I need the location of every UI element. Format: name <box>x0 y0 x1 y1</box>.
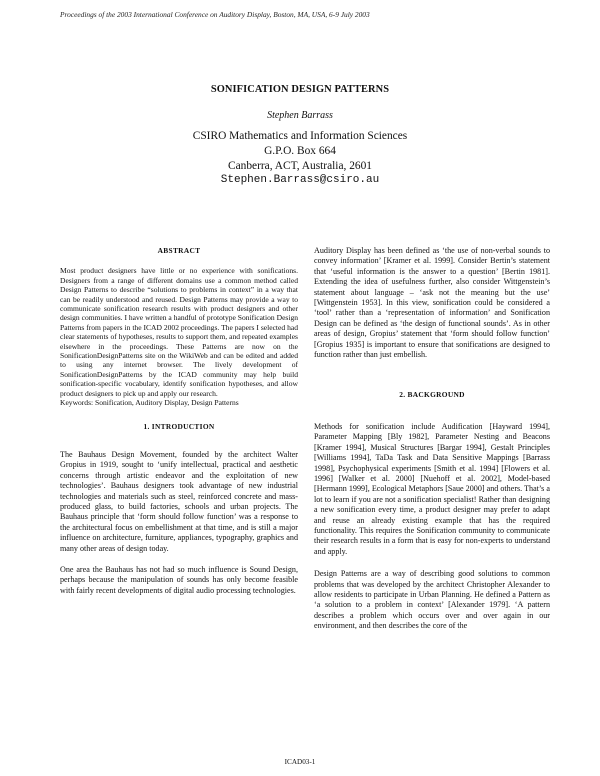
affiliation-box: G.P.O. Box 664 <box>264 144 336 157</box>
background-heading: 2. BACKGROUND <box>399 390 465 400</box>
left-column <box>60 246 298 596</box>
author-email[interactable]: Stephen.Barrass@csiro.au <box>220 174 380 187</box>
introduction-heading: 1. INTRODUCTION <box>143 421 215 431</box>
background-paragraph-1: Methods for sonification include Audification [Hayward 1994], Parameter Mapping [Bly 1982], Parameter Nesting and Beacons [Kramer 1994], Musical Structures [Bargar 1994], Gestalt Principles [Williams 1994], TaDa Task and Data Sensitive Mappings [Barrass 1998], Psychophysical experiments [Smith et al. 1994] [Flowers et al. 1996] [Walker et al. 2000] [Nuehoff et al. 2002], Model-based [Hermann 1999], Ecological Metaphors [Saue 2000] and others. That’s a lot to learn if you are not a sonification specialist! Rather than designing a new sonification every time, a product designer may prefer to adapt and reuse an already existing example that has the required functionality. This requires the Sonification community to communicate their research results in a form that is easy for non-experts to understand and apply. <box>314 421 550 556</box>
paper-title: SONIFICATION DESIGN PATTERNS <box>210 84 390 95</box>
intro-paragraph-2: One area the Bauhaus has not had so much influence is Sound Design, perhaps because the manipulation of sounds has only become feasible with fairly recent developments of digital audio processing technologies. <box>60 564 298 595</box>
affiliation-org: CSIRO Mathematics and Information Sciences <box>192 130 408 142</box>
background-paragraph-2: Design Patterns are a way of describing good solutions to common problems that was developed by the architect Christopher Alexander to allow residents to participate in Urban Planning. He defined a Pattern as ‘a solution to a problem in context’ [Alexander 1979]. ‘A pattern describes a problem which occurs over and over again in our environment, and then describes the core of the <box>314 569 550 631</box>
keywords: Keywords: Sonification, Auditory Display, Design Patterns <box>60 398 239 408</box>
page-number: ICAD03-1 <box>284 758 316 766</box>
abstract-text: Most product designers have little or no experience with sonifications. Designers from a range of different domains use a common method called Design Patterns to describe “solutions to problems in context” in a way that can be readily understood and reused. Design Patterns may provide a way to communicate sonification research results with product designers and other design communities. I have written a handful of prototype Sonification Design Patterns from papers in the ICAD 2002 proceedings. The papers I selected had clear statements of hypotheses, results to support them, and repeated examples elsewhere in the proceedings. These Patterns are now on the SonificationDesignPatterns site on the WikiWeb and can be edited and added to using any internet browser. The lively development of SonificationDesignPatterns by the ICAD community may help build sonification-specific vocabulary, identify sonification hypotheses, and allow product designers to pick up and apply our research. <box>60 266 298 398</box>
running-header: Proceedings of the 2003 International Conference on Auditory Display, Boston, MA, USA, 6-9 July 2003 <box>60 10 370 19</box>
affiliation-block <box>0 129 600 188</box>
author-name: Stephen Barrass <box>267 110 333 121</box>
right-column <box>314 246 550 632</box>
right-paragraph-1: Auditory Display has been defined as ‘the use of non-verbal sounds to convey information’ [Kramer et al. 1999]. Consider Bertin’s statement that ‘useful information is the answer to a question’ [Bertin 1981]. Extending the idea of usefulness further, also consider Wittgenstein’s statement about language – ‘ask not the meaning but the use’ [Wittgenstein 1953]. In this view, sonification could be considered a ‘tool’ rather than a ‘representation of information’ and Sonification Design can be defined as ‘the design of functional sounds’. As in other areas of design, Gropius’ statement that ‘form should follow function’ [Gropius 1935] is important to ensure that sonifications are designed to function rather than just embellish. <box>314 246 550 360</box>
abstract-heading: ABSTRACT <box>157 246 201 255</box>
affiliation-city: Canberra, ACT, Australia, 2601 <box>227 159 373 172</box>
intro-paragraph-1: The Bauhaus Design Movement, founded by the architect Walter Gropius in 1919, sought to ‘unify intellectual, practical and aesthetic concerns through artistic endeavor and the exploitation of new technologies’. Bauhaus designers took advantage of new industrial technologies and materials such as steel, reinforced concrete and mass-produced glass, to build factories, schools and urban projects. The Bauhaus principle that ‘form should follow function’ was a response to the architectural focus on embellishment at that time, and is still a major influence on architecture, furniture, appliances, typography, graphics and many other areas of design today. <box>60 449 298 553</box>
